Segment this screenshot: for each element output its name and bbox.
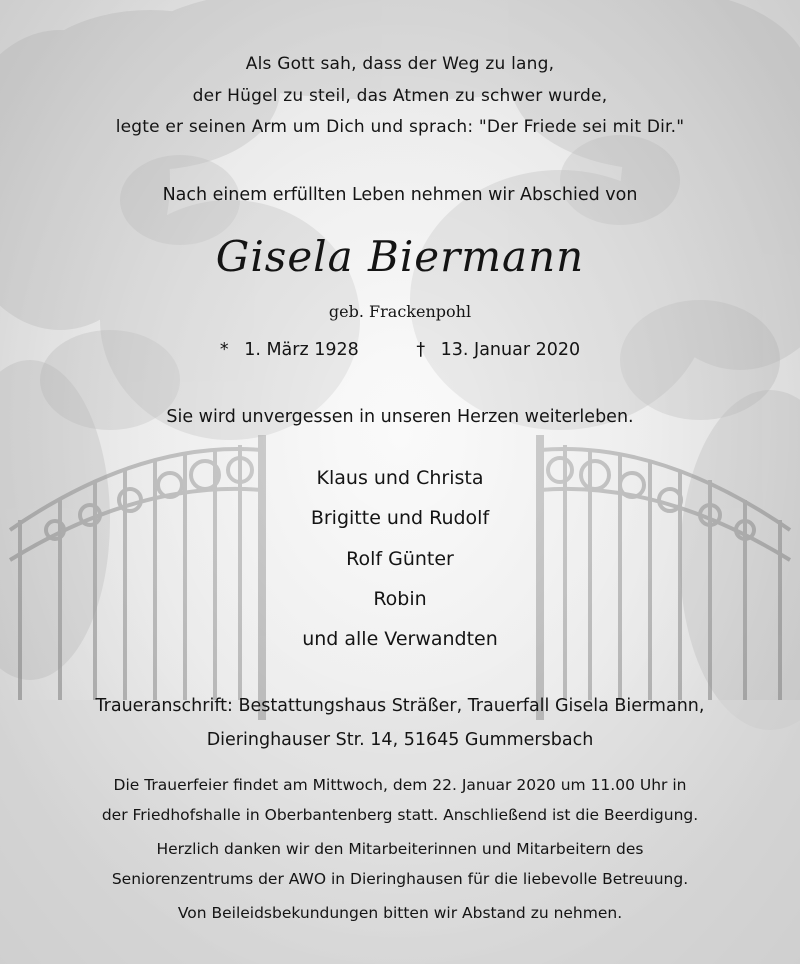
mourner-name: Brigitte und Rudolf bbox=[310, 507, 490, 529]
birth-date: 1. März 1928 bbox=[244, 340, 359, 360]
condolence-note: Von Beileidsbekundungen bitten wir Abstand zu nehmen. bbox=[177, 904, 623, 922]
mourner-name: und alle Verwandten bbox=[302, 628, 498, 650]
thanks-line: Seniorenzentrums der AWO in Dieringhausen für die liebevolle Betreuung. bbox=[111, 870, 689, 888]
funeral-address-line: Dieringhauser Str. 14, 51645 Gummersbach bbox=[206, 730, 594, 750]
remembrance-text: Sie wird unvergessen in unseren Herzen weiterleben. bbox=[166, 407, 634, 427]
funeral-address-line: Traueranschrift: Bestattungshaus Sträßer, Trauerfall Gisela Biermann, bbox=[95, 696, 705, 716]
intro-text: Nach einem erfüllten Leben nehmen wir Abschied von bbox=[162, 185, 638, 205]
deceased-name: Gisela Biermann bbox=[215, 232, 585, 281]
thanks-line: Herzlich danken wir den Mitarbeiterinnen und Mitarbeitern des bbox=[156, 840, 644, 858]
poem-line: der Hügel zu steil, das Atmen zu schwer wurde, bbox=[192, 86, 608, 106]
life-dates bbox=[0, 340, 800, 360]
service-info-line: der Friedhofshalle in Oberbantenberg statt. Anschließend ist die Beerdigung. bbox=[101, 806, 699, 824]
death-date: 13. Januar 2020 bbox=[440, 340, 581, 360]
death-symbol: † bbox=[416, 340, 426, 360]
mourner-name: Robin bbox=[373, 588, 427, 610]
birth-symbol: * bbox=[219, 340, 229, 360]
maiden-name: geb. Frackenpohl bbox=[328, 302, 472, 321]
poem-line: Als Gott sah, dass der Weg zu lang, bbox=[245, 54, 555, 74]
service-info-line: Die Trauerfeier findet am Mittwoch, dem 22. Januar 2020 um 11.00 Uhr in bbox=[113, 776, 687, 794]
mourner-name: Rolf Günter bbox=[346, 548, 454, 570]
poem-line: legte er seinen Arm um Dich und sprach: "Der Friede sei mit Dir." bbox=[115, 117, 685, 137]
mourner-name: Klaus und Christa bbox=[316, 467, 484, 489]
